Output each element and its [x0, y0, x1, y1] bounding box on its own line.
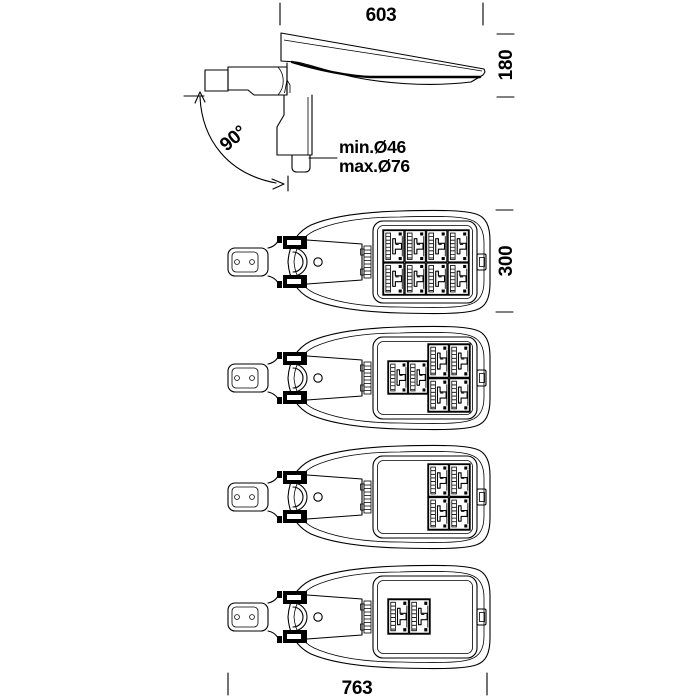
dim-head-width-label: 300: [496, 245, 517, 277]
led-lens-cell: [450, 465, 470, 497]
led-lens-cell: [448, 263, 468, 294]
led-lens-cell: [410, 600, 430, 634]
led-lens-cell: [450, 498, 470, 530]
led-lens-cell: [429, 465, 449, 497]
led-lens-cell: [450, 379, 470, 412]
pole-clamp-block: [277, 95, 312, 155]
pole-tube: [292, 155, 310, 172]
top-view-6-led-modules: [228, 326, 490, 429]
top-view-2-led-modules: [228, 565, 490, 668]
dim-head-width: [496, 210, 517, 312]
led-lens-cell: [389, 600, 409, 634]
led-lens-cell: [405, 231, 425, 262]
tilt-angle-label: 90°: [216, 121, 251, 156]
top-views: [228, 210, 490, 668]
led-lens-cell: [389, 362, 408, 394]
spigot-min-diameter-label: min.Ø46: [339, 137, 406, 157]
led-lens-cell: [448, 231, 468, 262]
led-lens-cell: [429, 379, 449, 412]
led-lens-cell: [409, 362, 428, 394]
top-view-8-led-modules: [228, 210, 490, 313]
dim-head-height-label: 180: [496, 49, 517, 81]
led-lens-cell: [384, 263, 404, 294]
dim-head-length-label: 603: [365, 5, 397, 26]
led-lens-cell: [427, 231, 447, 262]
led-lens-cell: [429, 345, 449, 378]
arm-end-cap: [205, 70, 228, 91]
dim-total-length: [228, 673, 487, 699]
led-lens-cell: [384, 231, 404, 262]
led-lens-cell: [450, 345, 470, 378]
arm-body: [228, 67, 287, 95]
led-lens-cell: [429, 498, 449, 530]
dim-total-length-label: 763: [341, 678, 373, 699]
top-view-4-led-modules: [228, 445, 490, 548]
led-lens-cell: [405, 263, 425, 294]
side-view: [184, 3, 517, 191]
led-group-box: [428, 344, 470, 412]
arc-arrowhead-bottom: [272, 179, 284, 189]
led-lens-cell: [427, 263, 447, 294]
spigot-max-diameter-label: max.Ø76: [339, 156, 410, 176]
lens-edge: [292, 62, 480, 77]
